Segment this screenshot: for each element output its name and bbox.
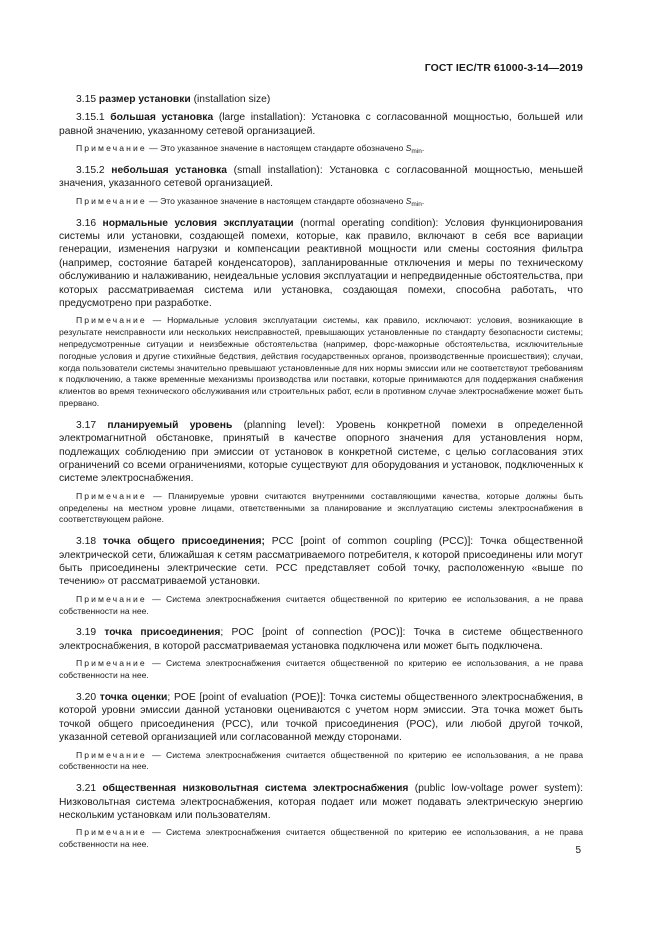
note-text: — Система электроснабжения считается общественной по критерию ее использования, а не права собственности на нее.	[59, 749, 583, 772]
note-text: — Система электроснабжения считается общественной по критерию ее использования, а не права собственности на нее.	[59, 827, 583, 850]
term-title: точка присоединения	[104, 627, 221, 639]
note-text: — Система электроснабжения считается общественной по критерию ее использования, а не права собственности на нее.	[59, 593, 583, 616]
term-title: размер установки	[98, 94, 191, 105]
term-3-18	[59, 535, 583, 589]
term-3-15-2	[59, 164, 583, 191]
term-3-19	[59, 626, 583, 653]
document-code: ГОСТ IEC/TR 61000-3-14—2019	[424, 62, 583, 74]
note-label: Примечание	[76, 195, 147, 206]
term-definition: (planning level): Уровень конкретной помехи в определенной электромагнитной обстановке, принятый в качестве опорного значения для установления норм, подлежащих соблюдению при эмиссии от установок в конкретной системе, с целью согласования этих ограничений со всеми ограничениями, которые существуют для оборудования и установок, подключенных к системе электроснабжения.	[59, 419, 583, 485]
note-text: — Система электроснабжения считается общественной по критерию ее использования, а не права собственности на нее.	[59, 658, 583, 681]
page-number: 5	[575, 845, 581, 856]
term-title: нормальные условия эксплуатации	[102, 217, 294, 229]
term-definition: ; POC [point of connection (POC)]: Точка в системе общественного электроснабжения, в которой рассматриваемая установка подключена или может быть подключена.	[59, 627, 583, 652]
term-definition: (public low-voltage power system): Низковольтная система электроснабжения, которая подает или может подавать электрическую энергию нескольким установкам или пользователям.	[59, 783, 583, 821]
note-label: Примечание	[76, 593, 147, 604]
term-3-15	[59, 93, 583, 106]
note-symbol: S	[405, 195, 412, 206]
term-title: небольшая установка	[111, 165, 227, 177]
term-3-20	[59, 691, 583, 745]
note-end: .	[421, 143, 425, 154]
term-number: 3.21	[76, 783, 97, 795]
note-3-16	[59, 315, 583, 409]
term-definition: PCC [point of common coupling (PCC)]: Точка общественной электрической сети, ближайшая к сетям рассматриваемого потребителя, к которой присоединены или могут быть присоединены электрические сети. PCC представляет собой точку, расположенную «выше по течению» от рассматриваемой установки.	[59, 536, 583, 588]
note-text: — Это указанное значение в настоящем стандарте обозначено	[146, 143, 406, 154]
term-3-16	[59, 217, 583, 311]
term-title: точка оценки	[99, 691, 168, 703]
term-title: большая установка	[110, 112, 214, 124]
note-3-18	[59, 594, 583, 618]
term-definition: (installation size)	[190, 94, 271, 105]
term-number: 3.18	[76, 536, 97, 548]
document-body	[59, 93, 583, 860]
term-title: общественная низковольтная система электроснабжения	[102, 783, 409, 795]
note-label: Примечание	[76, 490, 147, 501]
term-definition: (large installation): Установка с согласованной мощностью, большей или равной значению, указанному сетевой организацией.	[59, 112, 583, 137]
term-title: точка общего присоединения;	[102, 536, 265, 548]
note-symbol: S	[405, 143, 412, 154]
note-label: Примечание	[76, 827, 147, 838]
term-number: 3.19	[76, 627, 97, 639]
note-label: Примечание	[76, 749, 147, 760]
term-definition: (normal operating condition): Условия функционирования системы или установки, создающей помехи, которые, как правило, включают в себя все вариации генерации, изменения нагрузки и компенсации реактивной мощности или смены состояния фильтра (например, состояние батарей конденсаторов), запланированные отключения и меры по техническому обслуживанию и налаживанию, неидеальные условия эксплуатации и непредвиденные обстоятельства, при которых рассматриваемая система или установка, создающая помехи, способна работать, что предусмотрено при разработке.	[59, 217, 583, 310]
term-3-17	[59, 419, 583, 486]
note-symbol-subscript: min	[411, 148, 422, 156]
note-3-19	[59, 658, 583, 682]
note-3-21	[59, 827, 583, 851]
note-text: — Планируемые уровни считаются внутренними составляющими качества, которые должны быть определены на местном уровне лицами, ответственными за планирование и эксплуатацию системы электроснабжения в соответствующем районе.	[59, 490, 583, 525]
term-definition: ; POE [point of evaluation (POE)]: Точка системы общественного электроснабжения, в которой уровни эмиссии данной установки оцениваются с учетом норм эмиссии. Эта точка может быть точкой общего присоединения (PCC), или точкой присоединения (POC), или любой другой точкой, указанной сетевой организацией или согласованной между сторонами.	[59, 691, 583, 744]
note-3-20	[59, 750, 583, 774]
term-definition: (small installation): Установка с согласованной мощностью, меньшей значения, указанного сетевой организацией.	[59, 165, 583, 190]
term-number: 3.15.2	[76, 165, 105, 177]
note-3-15-2	[59, 196, 583, 208]
note-label: Примечание	[76, 658, 147, 669]
term-3-15-1	[59, 111, 583, 138]
note-text: — Нормальные условия эксплуатации системы, как правило, исключают: условия, возникающие в результате неисправности или нескольких неисправностей, превышающих установленные по стандарту безопасности системы; непредусмотренные ситуации и неизбежные обстоятельства (например, форс-мажорные обстоятельства, исключительные погодные условия и другие стихийные бедствия, действия государственных органов, производственные происшествия); случаи, когда пользователи системы значительно превышают установленные для них нормы эмиссии или не соответствуют требованиям к подключению, а также временные механизмы производства или поставки, которые принимаются для поддержания снабжения клиентов во время технического обслуживания или строительных работ, если в противном случае электроснабжение может быть прервано.	[59, 315, 583, 409]
term-3-21	[59, 782, 583, 822]
note-label: Примечание	[76, 315, 147, 326]
note-label: Примечание	[76, 143, 147, 154]
term-number: 3.15.1	[76, 112, 105, 124]
term-title: планируемый уровень	[107, 419, 233, 431]
term-number: 3.16	[76, 217, 97, 229]
note-text: — Это указанное значение в настоящем стандарте обозначено	[146, 195, 406, 206]
term-number: 3.20	[76, 691, 97, 703]
term-number: 3.15	[76, 94, 97, 105]
note-symbol-subscript: min	[411, 200, 422, 208]
note-end: .	[421, 195, 425, 206]
term-number: 3.17	[76, 419, 97, 431]
note-3-15-1	[59, 143, 583, 155]
note-3-17	[59, 491, 583, 526]
